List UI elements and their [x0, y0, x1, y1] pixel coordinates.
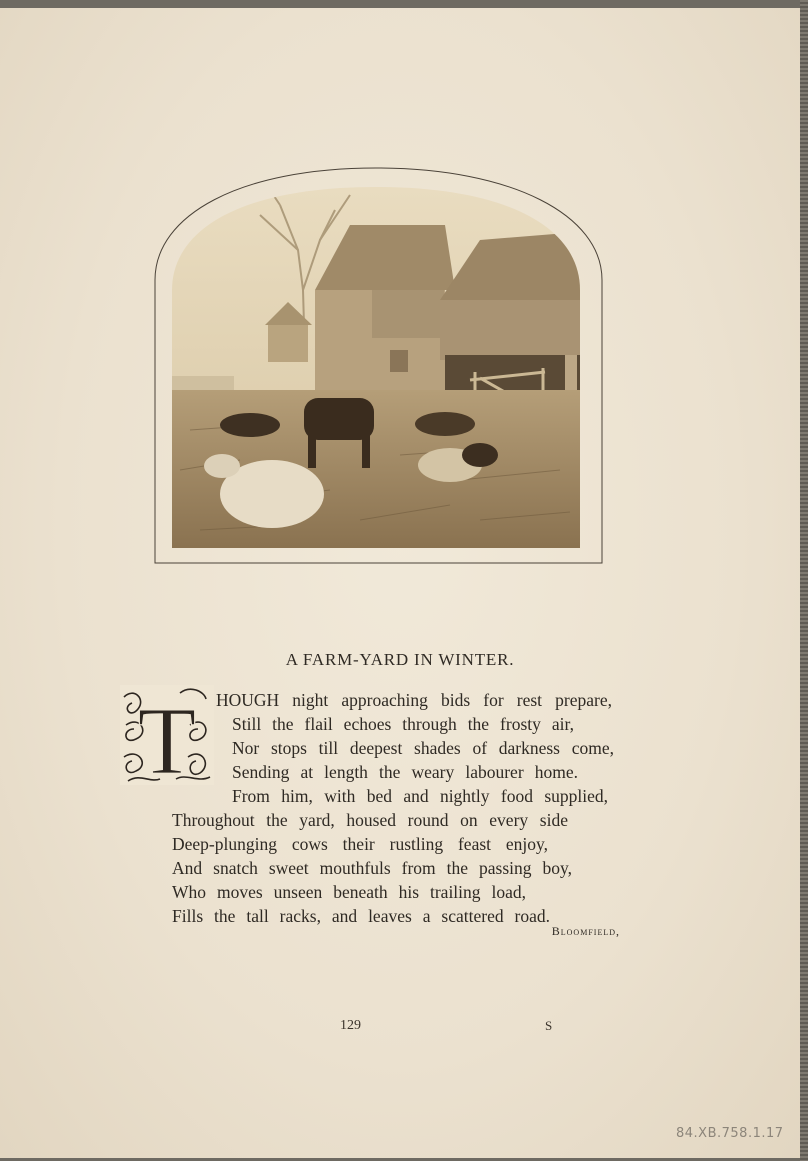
poem-line-1: HOUGH night approaching bids for rest prepare,	[216, 690, 612, 710]
poem-line-4: Sending at length the weary labourer home.	[232, 762, 578, 782]
poem-line-5: From him, with bed and nightly food supplied,	[232, 786, 608, 806]
dropcap-t-ornament	[120, 685, 214, 785]
poem-line-7: Deep-plunging cows their rustling feast enjoy,	[172, 834, 548, 854]
lying-cow-left	[220, 413, 280, 437]
shelfmark: 84.XB.758.1.17	[676, 1126, 784, 1141]
poem-line-10: Fills the tall racks, and leaves a scattered road.	[172, 906, 550, 926]
dropcap-letter: T	[137, 687, 197, 785]
signature-mark: S	[545, 1018, 553, 1033]
distant-shed	[268, 322, 308, 362]
plate-title: A FARM-YARD IN WINTER.	[285, 650, 515, 669]
poem-line-6: Throughout the yard, housed round on every side	[172, 810, 568, 830]
farmyard-photograph	[0, 0, 808, 580]
lying-cow-back	[415, 412, 475, 436]
poem-line-3: Nor stops till deepest shades of darkness come,	[232, 738, 614, 758]
poem-line-2: Still the flail echoes through the frosty air,	[232, 714, 574, 734]
poem-line-9: Who moves unseen beneath his trailing load,	[172, 882, 526, 902]
page-number: 129	[340, 1018, 361, 1033]
poem-attribution: Bloomfield,	[551, 924, 620, 938]
poem-line-8: And snatch sweet mouthfuls from the passing boy,	[172, 858, 572, 878]
